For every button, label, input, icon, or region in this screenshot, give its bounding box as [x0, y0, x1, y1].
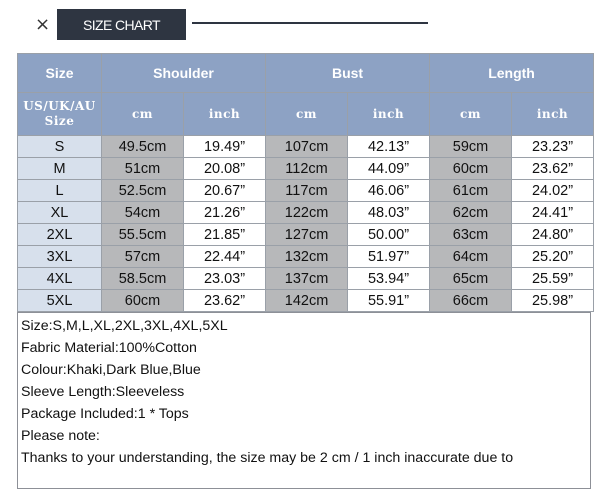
cell-shoulder-cm: 49.5cm	[102, 136, 184, 158]
cell-bust-cm: 117cm	[266, 180, 348, 202]
info-sizes: Size:S,M,L,XL,2XL,3XL,4XL,5XL	[21, 318, 228, 334]
cell-length-inch: 23.23”	[512, 136, 594, 158]
cell-shoulder-inch: 20.08”	[184, 158, 266, 180]
table-row	[18, 290, 594, 312]
subheader-shoulder-inch: inch	[184, 93, 266, 136]
cell-size: XL	[18, 202, 102, 224]
cell-length-cm: 59cm	[430, 136, 512, 158]
header-size: Size	[18, 54, 102, 93]
cell-size: 3XL	[18, 246, 102, 268]
cell-length-inch: 25.59”	[512, 268, 594, 290]
header-bust: Bust	[266, 54, 430, 93]
table-row	[18, 180, 594, 202]
cell-length-cm: 62cm	[430, 202, 512, 224]
header-divider	[192, 22, 428, 24]
cell-bust-cm: 122cm	[266, 202, 348, 224]
cell-shoulder-inch: 21.85”	[184, 224, 266, 246]
cell-length-inch: 24.02”	[512, 180, 594, 202]
table-row	[18, 224, 594, 246]
cell-shoulder-cm: 58.5cm	[102, 268, 184, 290]
cell-bust-inch: 44.09”	[348, 158, 430, 180]
info-colour: Colour:Khaki,Dark Blue,Blue	[21, 362, 201, 378]
info-package: Package Included:1 * Tops	[21, 406, 189, 422]
cell-shoulder-inch: 23.62”	[184, 290, 266, 312]
header-shoulder: Shoulder	[102, 54, 266, 93]
cell-shoulder-cm: 51cm	[102, 158, 184, 180]
info-note-text: Thanks to your understanding, the size may be 2 cm / 1 inch inaccurate due to	[21, 450, 514, 466]
cell-shoulder-cm: 55.5cm	[102, 224, 184, 246]
cell-bust-inch: 51.97”	[348, 246, 430, 268]
cell-size: 5XL	[18, 290, 102, 312]
cell-bust-inch: 48.03”	[348, 202, 430, 224]
cell-size: L	[18, 180, 102, 202]
cell-length-inch: 25.98”	[512, 290, 594, 312]
table-row	[18, 202, 594, 224]
product-info-box	[17, 312, 591, 489]
size-table-body	[18, 136, 594, 312]
cell-length-inch: 25.20”	[512, 246, 594, 268]
size-table	[17, 53, 594, 312]
subheader-size-label: Size	[44, 114, 75, 128]
cell-shoulder-inch: 21.26”	[184, 202, 266, 224]
cell-bust-cm: 127cm	[266, 224, 348, 246]
cell-shoulder-inch: 19.49”	[184, 136, 266, 158]
close-marker-icon: ×	[35, 14, 51, 35]
cell-length-inch: 24.80”	[512, 224, 594, 246]
subheader-length-inch: inch	[512, 93, 594, 136]
info-sleeve: Sleeve Length:Sleeveless	[21, 384, 185, 400]
table-header-row	[18, 54, 594, 93]
cell-length-cm: 64cm	[430, 246, 512, 268]
subheader-length-cm: cm	[430, 93, 512, 136]
cell-size: 2XL	[18, 224, 102, 246]
cell-length-cm: 60cm	[430, 158, 512, 180]
cell-length-cm: 66cm	[430, 290, 512, 312]
table-row	[18, 136, 594, 158]
subheader-region: US/UK/AU	[23, 99, 96, 113]
subheader-bust-inch: inch	[348, 93, 430, 136]
cell-size: 4XL	[18, 268, 102, 290]
info-note-heading: Please note:	[21, 428, 100, 444]
cell-bust-inch: 53.94”	[348, 268, 430, 290]
cell-length-cm: 61cm	[430, 180, 512, 202]
cell-length-inch: 24.41”	[512, 202, 594, 224]
cell-shoulder-cm: 60cm	[102, 290, 184, 312]
header-length: Length	[430, 54, 594, 93]
cell-bust-cm: 107cm	[266, 136, 348, 158]
cell-bust-inch: 55.91”	[348, 290, 430, 312]
cell-shoulder-cm: 54cm	[102, 202, 184, 224]
subheader-size	[18, 93, 102, 136]
cell-bust-inch: 46.06”	[348, 180, 430, 202]
table-row	[18, 268, 594, 290]
table-row	[18, 158, 594, 180]
cell-bust-inch: 50.00”	[348, 224, 430, 246]
cell-shoulder-cm: 52.5cm	[102, 180, 184, 202]
cell-size: S	[18, 136, 102, 158]
cell-length-cm: 63cm	[430, 224, 512, 246]
cell-bust-cm: 112cm	[266, 158, 348, 180]
subheader-shoulder-cm: cm	[102, 93, 184, 136]
cell-shoulder-inch: 20.67”	[184, 180, 266, 202]
cell-bust-cm: 142cm	[266, 290, 348, 312]
subheader-bust-cm: cm	[266, 93, 348, 136]
cell-shoulder-inch: 23.03”	[184, 268, 266, 290]
cell-size: M	[18, 158, 102, 180]
cell-bust-inch: 42.13”	[348, 136, 430, 158]
cell-shoulder-inch: 22.44”	[184, 246, 266, 268]
table-subheader-row	[18, 93, 594, 136]
cell-length-inch: 23.62”	[512, 158, 594, 180]
cell-bust-cm: 132cm	[266, 246, 348, 268]
cell-shoulder-cm: 57cm	[102, 246, 184, 268]
cell-length-cm: 65cm	[430, 268, 512, 290]
table-row	[18, 246, 594, 268]
info-fabric: Fabric Material:100%Cotton	[21, 340, 197, 356]
size-chart-title: SIZE CHART	[57, 9, 186, 40]
cell-bust-cm: 137cm	[266, 268, 348, 290]
